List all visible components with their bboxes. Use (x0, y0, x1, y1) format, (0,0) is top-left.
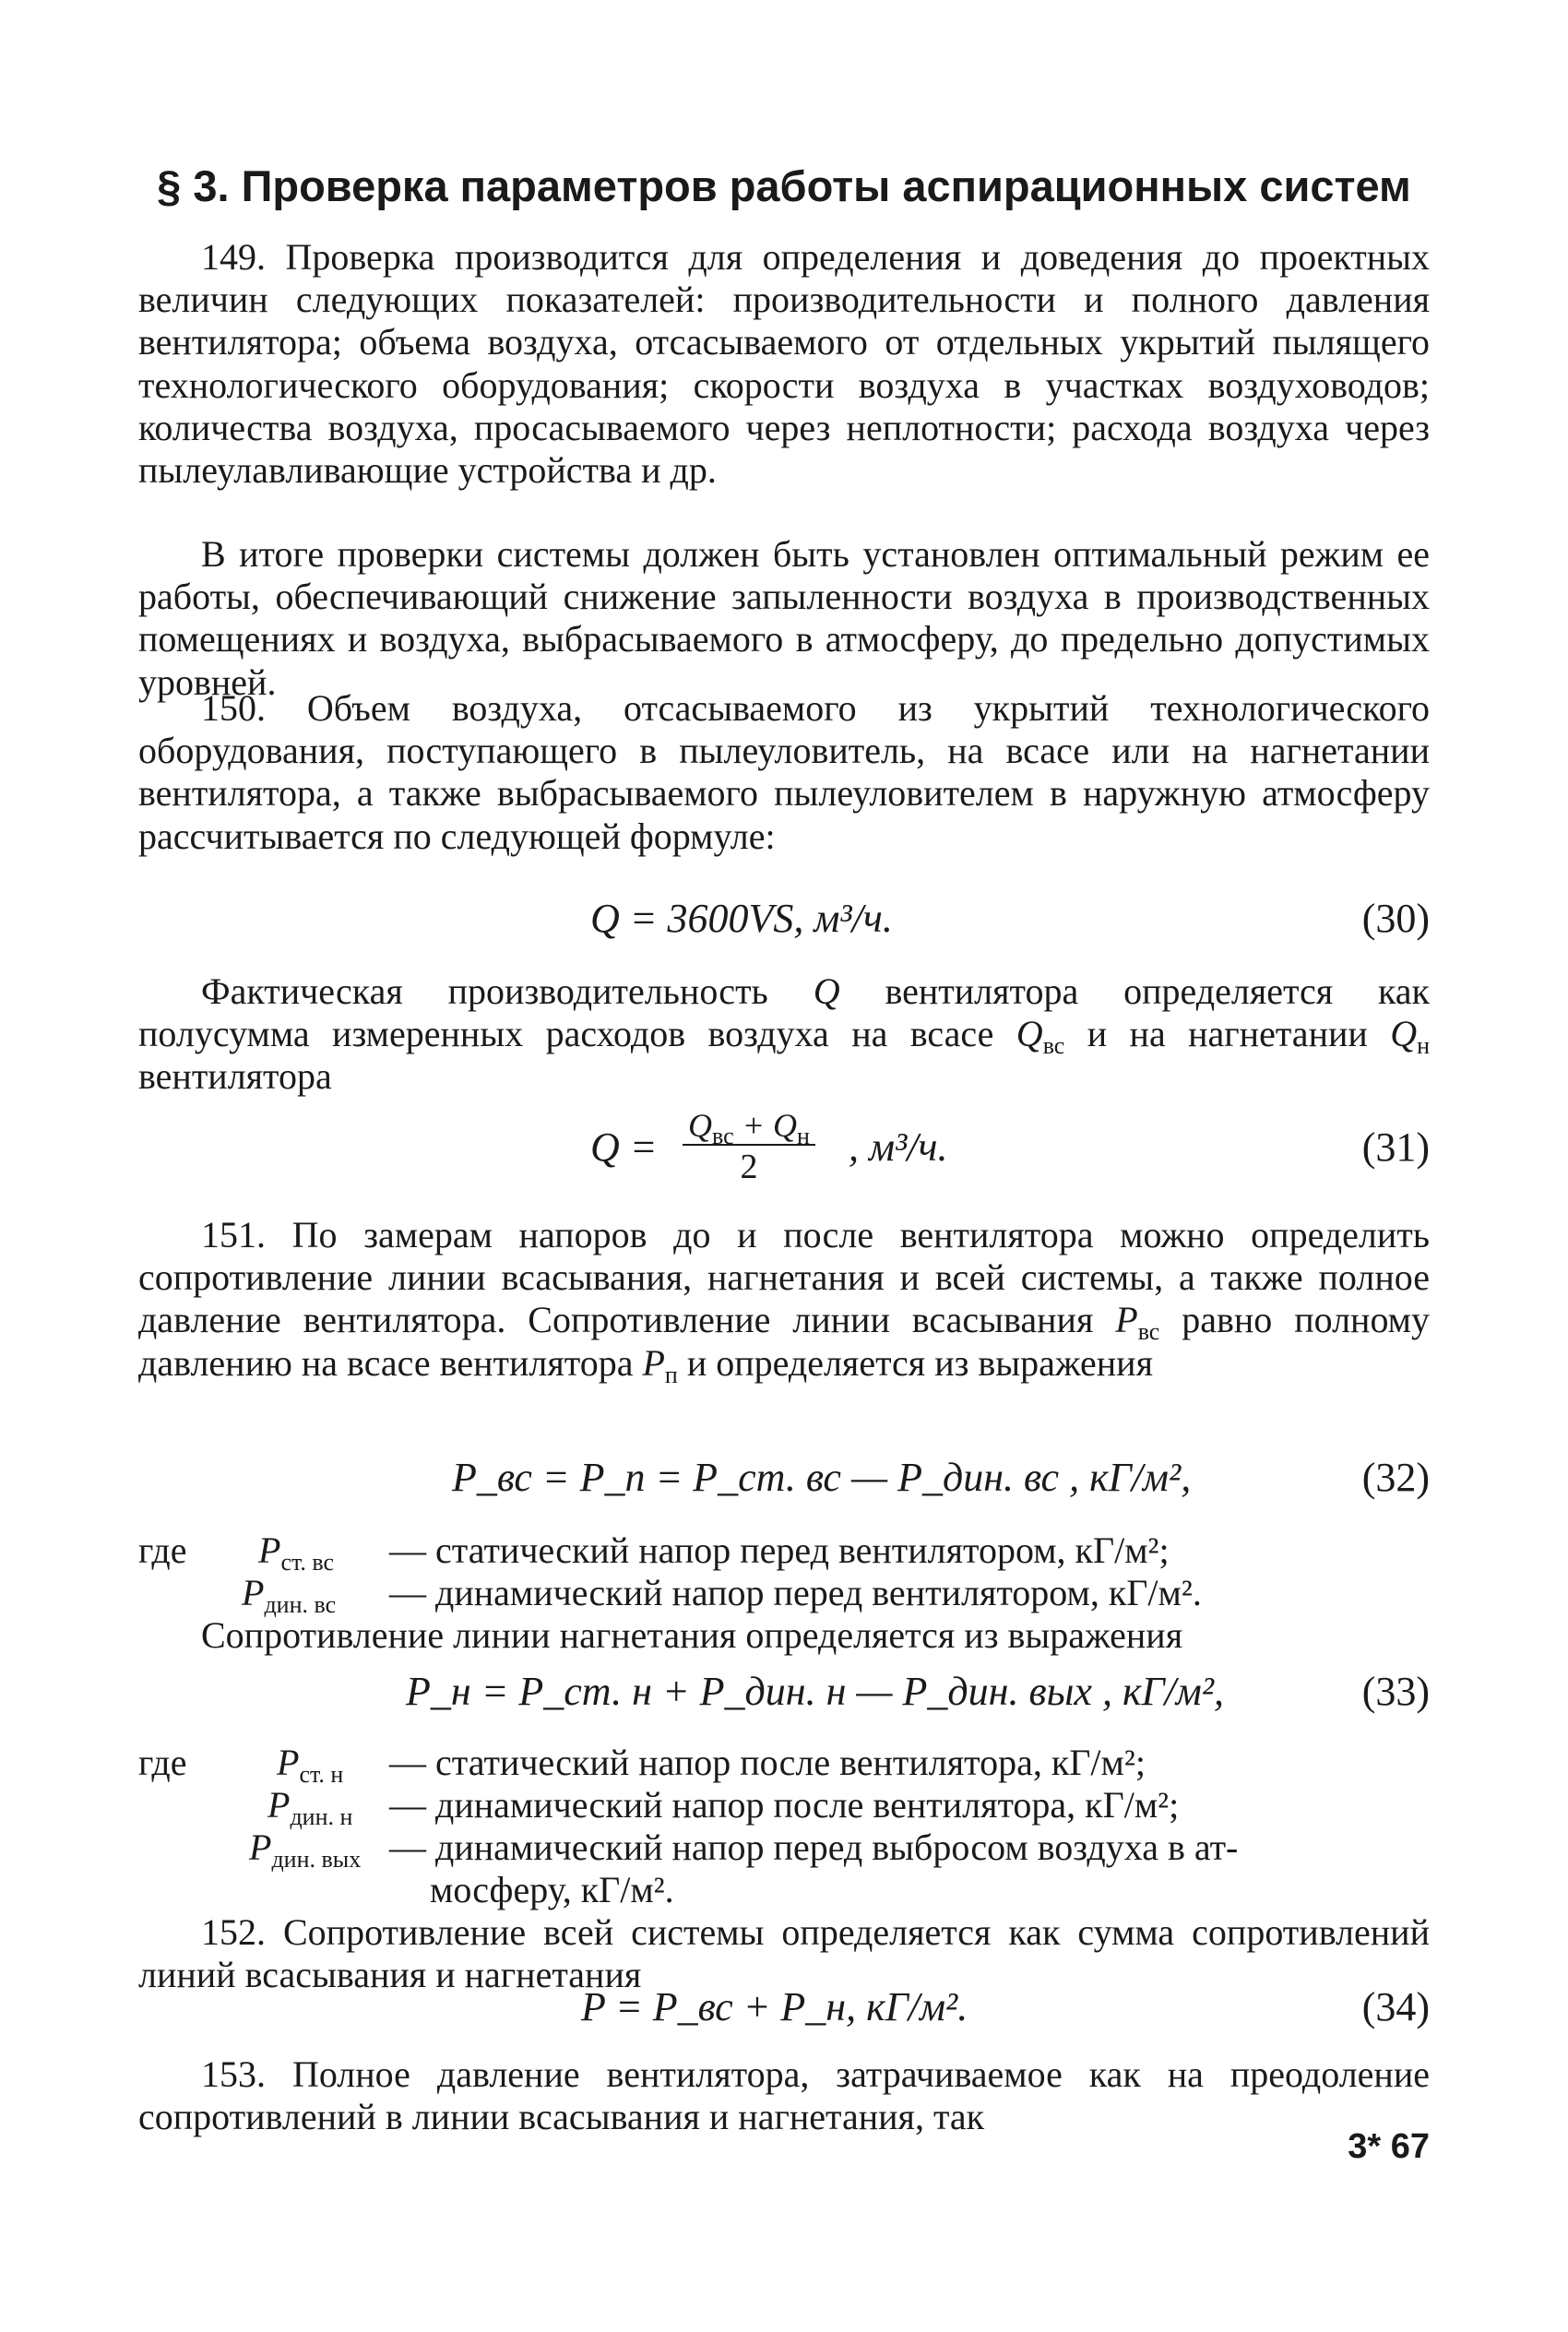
page-number: 3* 67 (1348, 2127, 1430, 2166)
definitions-33 (138, 1742, 1430, 1911)
section-heading: § 3. Проверка параметров работы аспирационных систем (157, 161, 1411, 210)
formula-31-fraction (683, 1107, 815, 1188)
formula-34-expression: P = P_вс + P_н, кГ/м². (581, 1984, 968, 2029)
formula-33-number: (33) (1361, 1669, 1430, 1714)
formula-32-expression: P_вс = P_п = P_ст. вс — P_дин. вс , кГ/м², (452, 1455, 1192, 1500)
formula-34-number: (34) (1361, 1984, 1430, 2029)
paragraph-150: 150. Объем воздуха, отсасываемого из укрытий технологического оборудования, поступающего в пылеуловитель, на всасе или на нагнетании вентилятора, а также выбрасываемого пылеуловителем в наружную атмосферу рассчитывается по следующей формуле: (138, 687, 1430, 857)
formula-33 (138, 1666, 1430, 1718)
paragraph-150-continued: Фактическая производительность Q вентилятора определяется как полусумма измеренных расходов воздуха на всасе $Q_{вс}$ и на нагнетании $Q_н$ вентилятора (138, 970, 1430, 1098)
formula-31-number: (31) (1361, 1124, 1430, 1170)
definition-row: мосферу, кГ/м². (430, 1869, 674, 1910)
definition-row: $P_{дин. вс}$ — динамический напор перед вентилятором, кГ/м². (242, 1572, 1202, 1618)
definition-row: где $P_{ст. вс}$ — статический напор перед вентилятором, кГ/м²; (138, 1529, 1170, 1576)
formula-31-lhs: Q = (590, 1124, 658, 1170)
paragraph-153: 153. Полное давление вентилятора, затрачиваемое как на преодоление сопротивлений в линии всасывания и нагнетания, так (138, 2053, 1430, 2138)
formula-30-number: (30) (1361, 896, 1430, 941)
paragraph-151-continued: Сопротивление линии нагнетания определяется из выражения (201, 1614, 1183, 1656)
formula-32-number: (32) (1361, 1455, 1430, 1500)
definition-row: $P_{дин. вых}$ — динамический напор перед выбросом воздуха в ат- (249, 1826, 1239, 1873)
paragraph-149: 149. Проверка производится для определения и доведения до проектных величин следующих показателей: производительности и полного давления вентилятора; объема воздуха, отсасываемого от отдельных укрытий пылящего технологического оборудования; скорости воздуха в участках воздуховодов; количества воздуха, просасываемого через неплотности; расхода воздуха через пылеулавливающие устройства и др. (138, 236, 1430, 492)
formula-33-expression: P_н = P_ст. н + P_дин. н — P_дин. вых , кГ/м², (406, 1669, 1225, 1714)
formula-32 (138, 1452, 1430, 1504)
definitions-32 (138, 1529, 1430, 1618)
formula-31 (138, 1107, 1430, 1194)
formula-31-unit: , м³/ч. (849, 1124, 948, 1170)
paragraph-151: 151. По замерам напоров до и после вентилятора можно определить сопротивление линии всасывания, нагнетания и всей системы, а также полное давление вентилятора. Сопротивление линии всасывания $P_{вс}$ равно полному давлению на всасе вентилятора $P_п$ и определяется из выражения (138, 1214, 1430, 1388)
fraction-denominator: 2 (740, 1148, 758, 1186)
definition-row: где $P_{ст. н}$ — статический напор после вентилятора, кГ/м²; (138, 1742, 1146, 1788)
definition-row: $P_{дин. н}$ — динамический напор после вентилятора, кГ/м²; (267, 1784, 1180, 1830)
paragraph-149-continued: В итоге проверки системы должен быть установлен оптимальный режим ее работы, обеспечивающий снижение запыленности воздуха в производственных помещениях и воздуха, выбрасываемого в атмосферу, до предельно допустимых уровней. (138, 533, 1430, 703)
formula-30-expression: Q = 3600VS, м³/ч. (590, 896, 893, 941)
fraction-numerator: $Q_{вс} + Q_н$ (683, 1107, 815, 1146)
formula-30 (138, 893, 1430, 945)
formula-34 (138, 1981, 1430, 2033)
paragraph-152: 152. Сопротивление всей системы определяется как сумма сопротивлений линий всасывания и нагнетания (138, 1911, 1430, 1996)
